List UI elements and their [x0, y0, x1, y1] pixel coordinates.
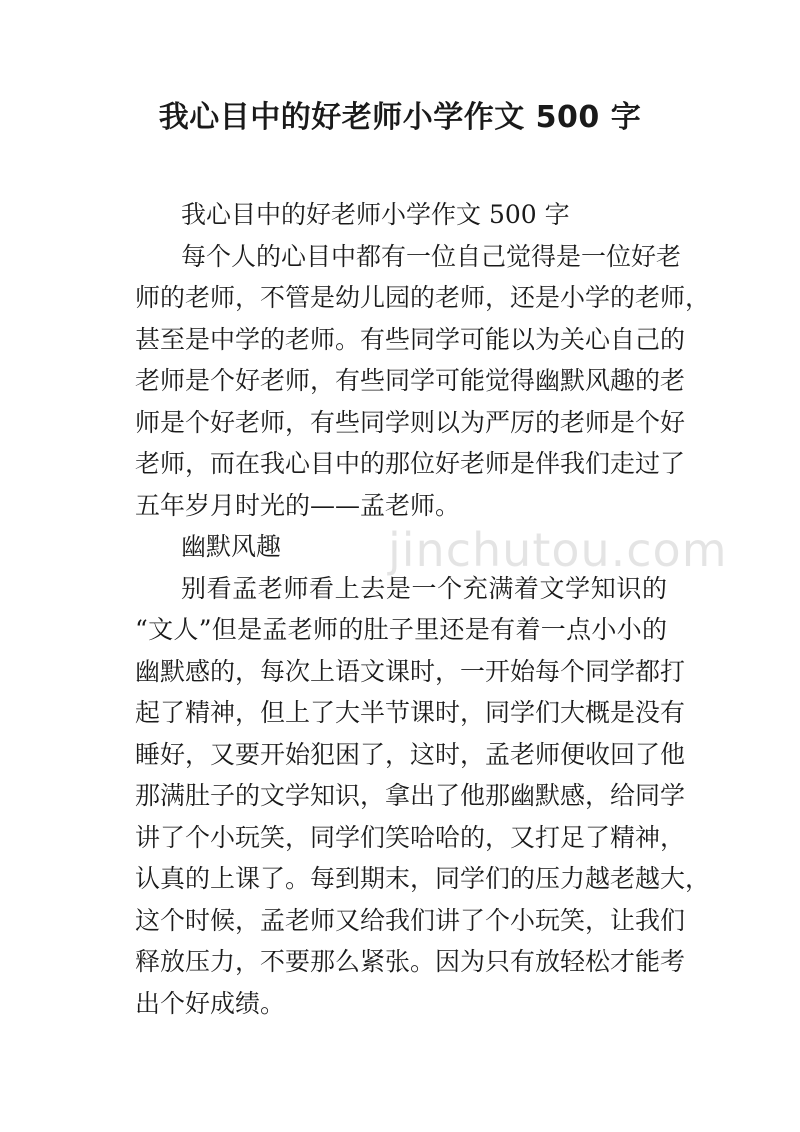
body-line: 别看孟老师看上去是一个充满着文学知识的	[181, 573, 667, 603]
body-line: 睡好，又要开始犯困了，这时，孟老师便收回了他	[135, 739, 686, 769]
body-line: 这个时候，孟老师又给我们讲了个小玩笑，让我们	[135, 905, 686, 935]
body-line: 师的老师，不管是幼儿园的老师，还是小学的老师，	[135, 283, 711, 312]
section-heading: 幽默风趣	[181, 532, 282, 561]
body-line: 老师是个好老师，有些同学可能觉得幽默风趣的老	[135, 366, 686, 395]
body-line: 老师，而在我心目中的那位好老师是伴我们走过了	[135, 449, 686, 478]
document-title: 我心目中的好老师小学作文 500 字	[158, 100, 642, 135]
document-body	[135, 194, 711, 1024]
body-line: 讲了个小玩笑，同学们笑哈哈的，又打足了精神，	[135, 822, 686, 852]
body-line: 我心目中的好老师小学作文 500 字	[181, 200, 570, 229]
body-line: 师是个好老师，有些同学则以为严厉的老师是个好	[135, 407, 686, 437]
body-line: 每个人的心目中都有一位自己觉得是一位好老	[181, 241, 682, 271]
watermark: jinchutou.com	[388, 523, 728, 577]
body-line: “文人”但是孟老师的肚子里还是有着一点小小的	[135, 615, 667, 644]
body-line: 起了精神，但上了大半节课时，同学们大概是没有	[135, 698, 686, 727]
body-line: 出个好成绩。	[135, 988, 286, 1018]
body-line: 五年岁月时光的——孟老师。	[135, 490, 461, 520]
body-line: 认真的上课了。每到期末，同学们的压力越老越大，	[135, 864, 711, 893]
body-line: 释放压力，不要那么紧张。因为只有放轻松才能考	[135, 947, 686, 976]
body-line: 甚至是中学的老师。有些同学可能以为关心自己的	[135, 324, 686, 354]
body-line: 那满肚子的文学知识，拿出了他那幽默感，给同学	[135, 781, 686, 810]
body-line: 幽默感的，每次上语文课时，一开始每个同学都打	[135, 656, 686, 686]
